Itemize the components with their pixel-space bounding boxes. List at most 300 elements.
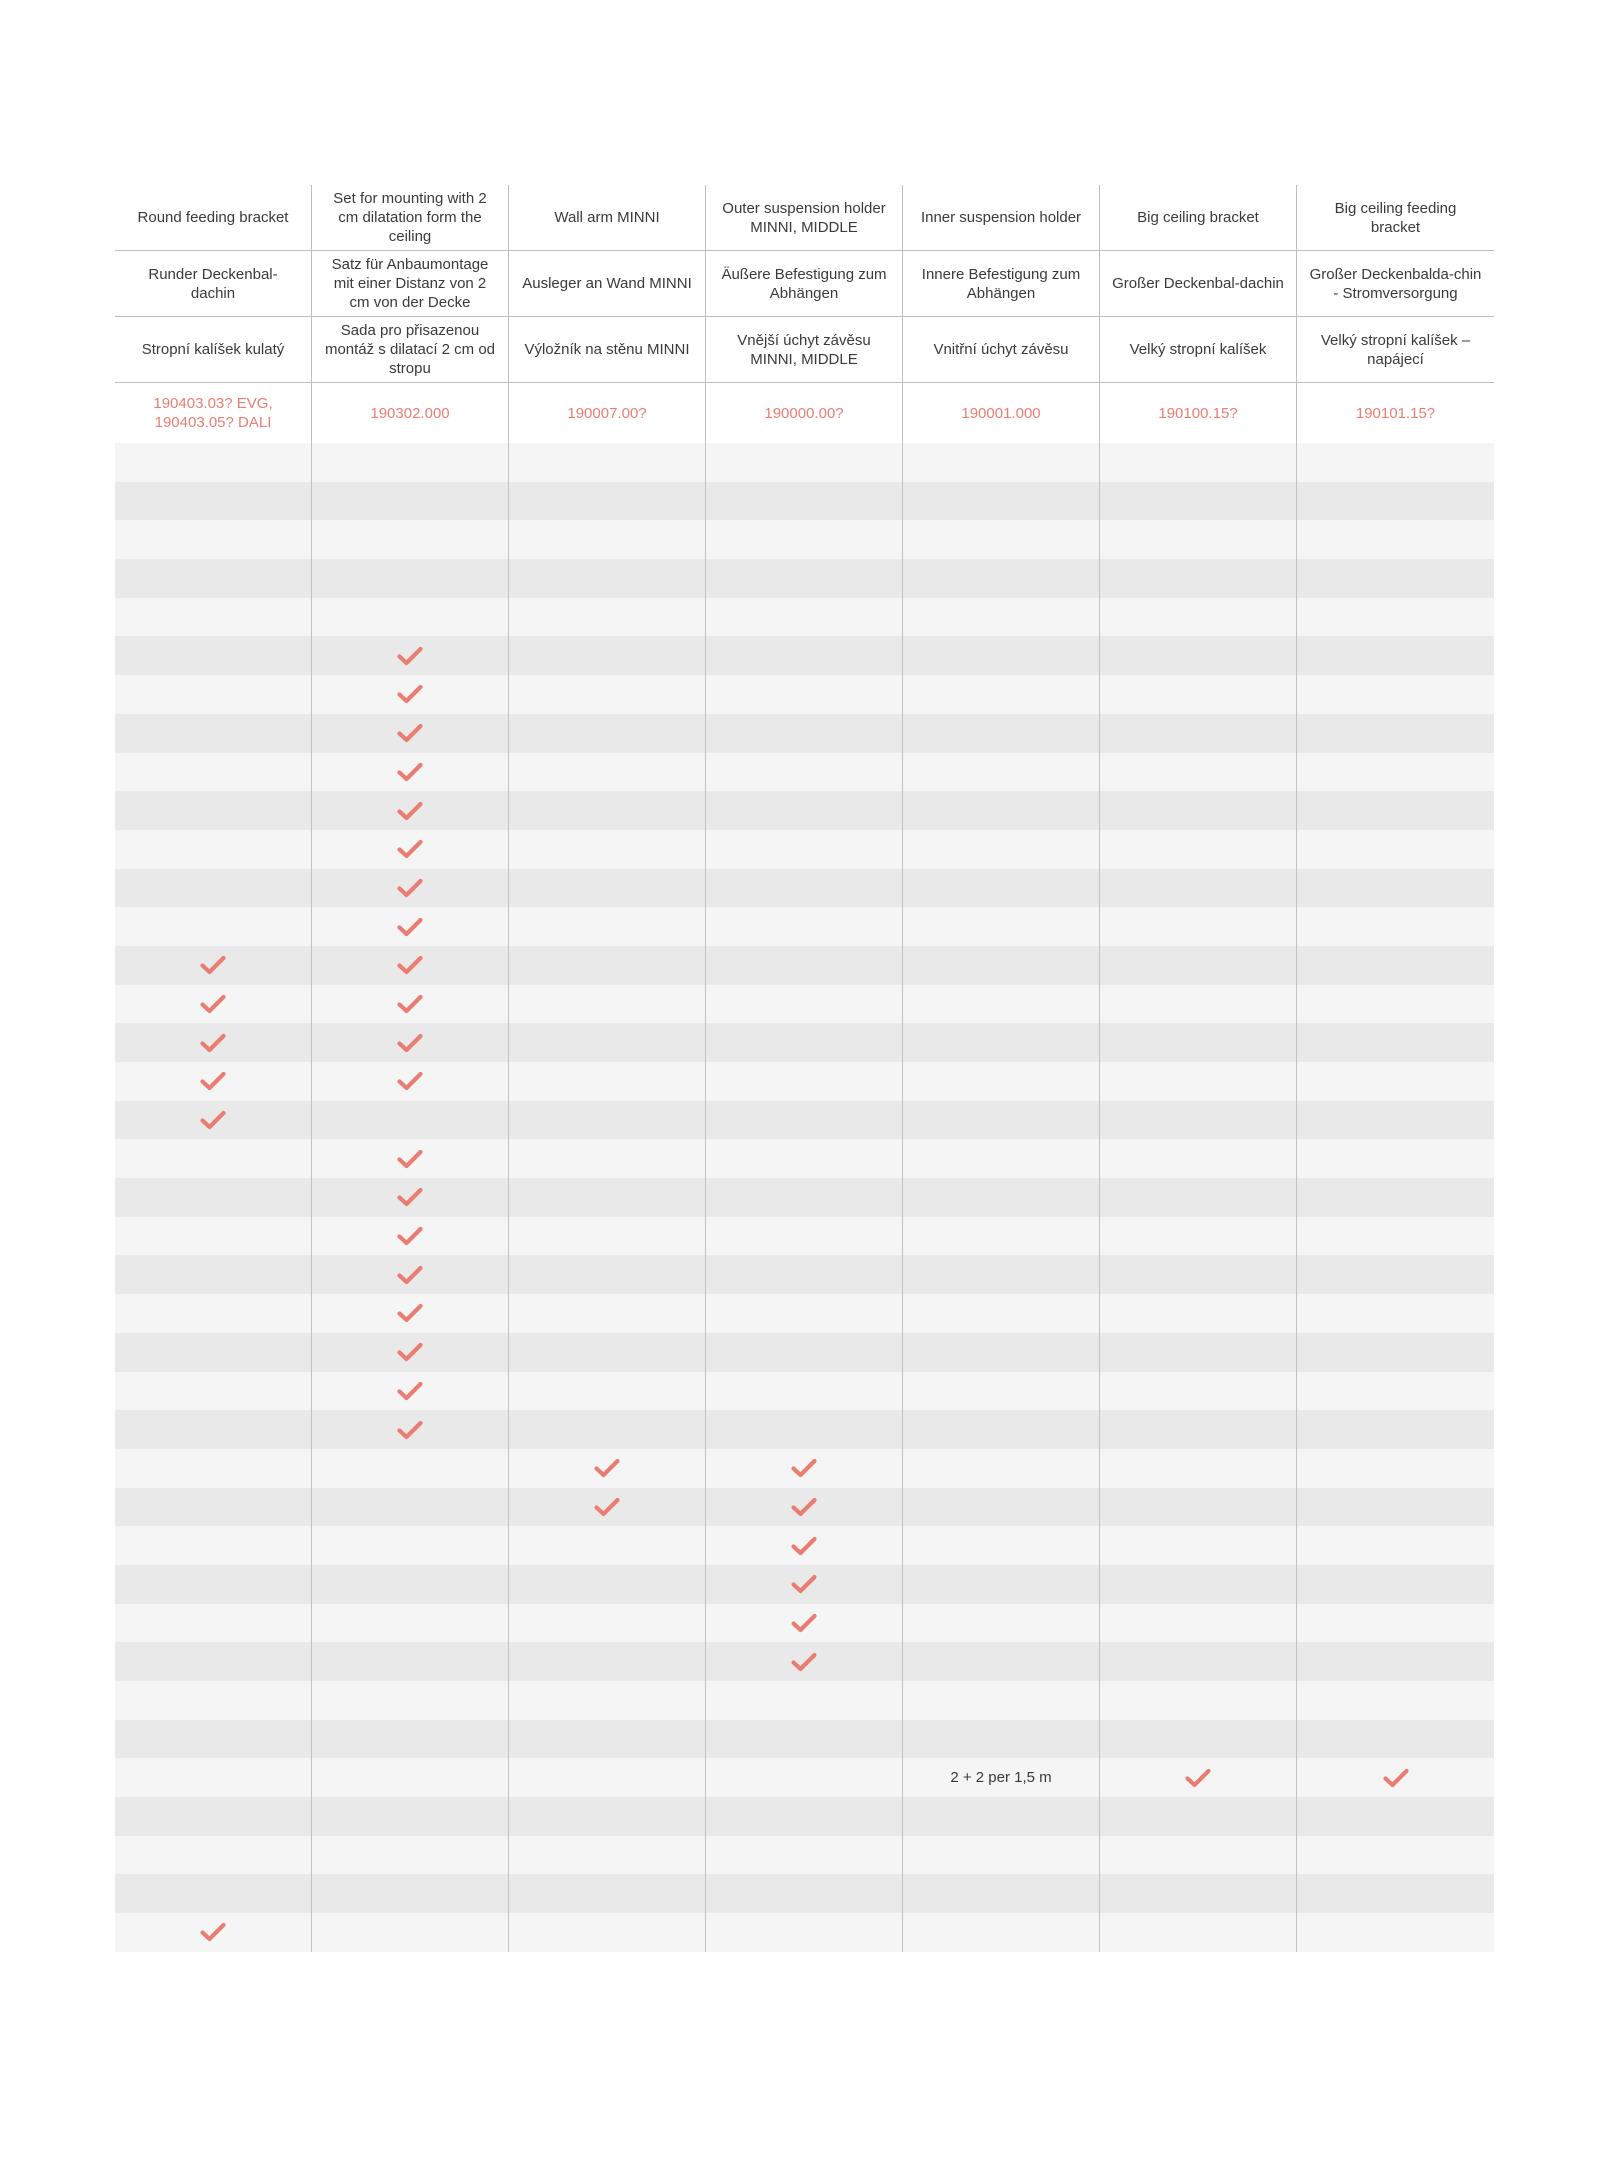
table-cell [706, 559, 903, 598]
table-row [115, 1333, 1494, 1372]
accessory-compatibility-table [115, 185, 1494, 1952]
table-cell [1100, 1488, 1297, 1527]
table-row [115, 1913, 1494, 1952]
header-cell: Velký stropní kalíšek – napájecí [1320, 331, 1471, 368]
table-cell [1297, 1836, 1494, 1875]
checkmark-icon [791, 1574, 817, 1594]
checkmark-icon [791, 1536, 817, 1556]
table-cell [509, 1797, 706, 1836]
table-cell [1297, 1101, 1494, 1140]
table-cell [312, 1294, 509, 1333]
table-cell [903, 1294, 1100, 1333]
checkmark-icon [397, 684, 423, 704]
table-cell [1297, 636, 1494, 675]
table-cell [312, 559, 509, 598]
table-cell [1100, 1758, 1297, 1797]
table-cell [903, 1526, 1100, 1565]
table-cell [312, 1913, 509, 1952]
table-cell [903, 1178, 1100, 1217]
table-cell [312, 907, 509, 946]
table-row [115, 1372, 1494, 1411]
table-row [115, 1565, 1494, 1604]
table-cell [312, 1178, 509, 1217]
table-cell [115, 520, 312, 559]
table-cell [509, 1836, 706, 1875]
table-cell [706, 1294, 903, 1333]
table-cell [706, 1488, 903, 1527]
table-cell [1297, 1178, 1494, 1217]
table-cell [903, 791, 1100, 830]
table-cell [1297, 1604, 1494, 1643]
table-cell [706, 1720, 903, 1759]
table-cell [312, 1836, 509, 1875]
table-cell [312, 1062, 509, 1101]
table-cell [509, 482, 706, 521]
table-row [115, 1874, 1494, 1913]
table-cell [903, 675, 1100, 714]
table-cell [1100, 1217, 1297, 1256]
table-cell [509, 714, 706, 753]
table-cell [903, 1836, 1100, 1875]
table-cell [903, 1139, 1100, 1178]
table-cell [509, 1217, 706, 1256]
table-cell [312, 791, 509, 830]
table-cell [115, 1720, 312, 1759]
table-cell [1100, 907, 1297, 946]
table-cell [312, 1758, 509, 1797]
table-cell [1297, 1294, 1494, 1333]
table-row [115, 1758, 1494, 1797]
table-cell [903, 1023, 1100, 1062]
table-row [115, 1797, 1494, 1836]
table-cell [115, 1062, 312, 1101]
table-cell [509, 1758, 706, 1797]
checkmark-icon [397, 839, 423, 859]
header-cell: Großer Deckenbalda-chin - Stromversorgung [1309, 265, 1482, 302]
table-cell [312, 985, 509, 1024]
table-cell [1100, 1372, 1297, 1411]
table-cell [1100, 1449, 1297, 1488]
table-cell [312, 753, 509, 792]
table-cell [509, 598, 706, 637]
table-cell [1297, 869, 1494, 908]
table-cell [903, 1255, 1100, 1294]
table-cell [706, 1797, 903, 1836]
checkmark-icon [397, 917, 423, 937]
table-cell [1297, 1758, 1494, 1797]
table-cell [706, 1604, 903, 1643]
table-cell [509, 636, 706, 675]
product-code: 190007.00? [509, 383, 706, 443]
table-row [115, 482, 1494, 521]
table-cell [706, 907, 903, 946]
table-cell [312, 482, 509, 521]
table-cell [706, 1836, 903, 1875]
table-cell [115, 1604, 312, 1643]
header-row-czech [115, 317, 1494, 383]
table-cell [706, 1449, 903, 1488]
table-cell [509, 559, 706, 598]
table-cell [903, 443, 1100, 482]
table-cell [1297, 907, 1494, 946]
table-cell [115, 1758, 312, 1797]
table-cell [115, 598, 312, 637]
table-cell [115, 714, 312, 753]
table-cell [1100, 1526, 1297, 1565]
table-cell [1100, 714, 1297, 753]
table-cell [1297, 1139, 1494, 1178]
header-cell: Wall arm MINNI [509, 185, 706, 250]
table-cell [1100, 1797, 1297, 1836]
table-row [115, 1410, 1494, 1449]
header-cell: Velký stropní kalíšek [1100, 317, 1297, 382]
table-row [115, 636, 1494, 675]
table-cell [509, 1488, 706, 1527]
checkmark-icon [397, 762, 423, 782]
table-cell [509, 1101, 706, 1140]
table-cell [1100, 1255, 1297, 1294]
table-cell [1100, 675, 1297, 714]
table-cell [706, 1217, 903, 1256]
table-cell [509, 907, 706, 946]
table-cell [509, 1604, 706, 1643]
table-cell [312, 636, 509, 675]
header-row-english [115, 185, 1494, 251]
table-cell [115, 1642, 312, 1681]
checkmark-icon [397, 723, 423, 743]
table-cell [706, 1642, 903, 1681]
table-cell [1297, 1913, 1494, 1952]
table-cell [115, 675, 312, 714]
table-cell [903, 869, 1100, 908]
table-cell [1100, 482, 1297, 521]
table-row [115, 598, 1494, 637]
table-cell [1297, 1720, 1494, 1759]
checkmark-icon [200, 1922, 226, 1942]
table-cell [312, 598, 509, 637]
table-cell [312, 1681, 509, 1720]
table-cell [706, 753, 903, 792]
table-cell [115, 753, 312, 792]
checkmark-icon [397, 1187, 423, 1207]
table-cell [706, 443, 903, 482]
table-cell [312, 1139, 509, 1178]
table-cell [1100, 1023, 1297, 1062]
table-cell [509, 1139, 706, 1178]
checkmark-icon [397, 1033, 423, 1053]
table-cell [1100, 946, 1297, 985]
table-cell [706, 791, 903, 830]
table-cell [706, 714, 903, 753]
table-cell [1297, 443, 1494, 482]
table-cell [706, 1062, 903, 1101]
header-cell: Stropní kalíšek kulatý [115, 317, 312, 382]
table-cell [706, 598, 903, 637]
table-cell [1100, 559, 1297, 598]
table-cell [1297, 482, 1494, 521]
header-cell: Ausleger an Wand MINNI [509, 251, 706, 316]
header-cell: Set for mounting with 2 cm dilatation form the ceiling [312, 185, 509, 250]
table-cell [903, 714, 1100, 753]
table-cell [509, 1526, 706, 1565]
table-cell [1100, 636, 1297, 675]
table-cell [706, 1372, 903, 1411]
table-cell [115, 443, 312, 482]
table-cell [706, 1023, 903, 1062]
table-cell [1297, 1642, 1494, 1681]
table-cell [115, 482, 312, 521]
table-cell [509, 1062, 706, 1101]
table-cell [903, 985, 1100, 1024]
table-cell [312, 1488, 509, 1527]
table-cell [903, 1642, 1100, 1681]
table-cell [706, 946, 903, 985]
checkmark-icon [397, 878, 423, 898]
table-cell [706, 1681, 903, 1720]
header-cell: Vnitřní úchyt závěsu [903, 317, 1100, 382]
table-cell [1100, 1836, 1297, 1875]
table-cell [903, 946, 1100, 985]
table-cell [115, 559, 312, 598]
table-cell [1297, 1217, 1494, 1256]
table-row [115, 1255, 1494, 1294]
table-cell [115, 1255, 312, 1294]
table-cell [903, 1913, 1100, 1952]
table-cell [706, 1758, 903, 1797]
table-cell [706, 1913, 903, 1952]
table-cell [1297, 1372, 1494, 1411]
table-cell [509, 1681, 706, 1720]
table-row [115, 1526, 1494, 1565]
table-cell [1100, 1913, 1297, 1952]
table-cell [312, 1023, 509, 1062]
table-cell [1297, 1449, 1494, 1488]
table-row [115, 1681, 1494, 1720]
table-cell [509, 1874, 706, 1913]
product-code: 190001.000 [903, 383, 1100, 443]
table-row [115, 1836, 1494, 1875]
checkmark-icon [397, 1303, 423, 1323]
table-cell [115, 1565, 312, 1604]
table-cell [903, 1101, 1100, 1140]
table-cell [115, 985, 312, 1024]
product-code: 190101.15? [1355, 404, 1436, 422]
table-cell [312, 1565, 509, 1604]
cell-note: 2 + 2 per 1,5 m [950, 1769, 1052, 1787]
table-cell [1100, 1178, 1297, 1217]
table-cell [312, 1101, 509, 1140]
product-code: 190100.15? [1100, 383, 1297, 443]
table-row [115, 1604, 1494, 1643]
table-cell [1297, 791, 1494, 830]
table-cell [706, 1526, 903, 1565]
product-code: 190302.000 [312, 383, 509, 443]
table-cell [312, 520, 509, 559]
header-cell: Vnější úchyt závěsu MINNI, MIDDLE [706, 317, 903, 382]
table-cell [1297, 714, 1494, 753]
checkmark-icon [200, 994, 226, 1014]
table-cell [115, 946, 312, 985]
table-row [115, 1294, 1494, 1333]
table-cell [903, 907, 1100, 946]
table-cell [312, 1874, 509, 1913]
table-cell [312, 1449, 509, 1488]
table-cell [115, 1372, 312, 1411]
table-row [115, 520, 1494, 559]
table-cell [1100, 1720, 1297, 1759]
checkmark-icon [791, 1652, 817, 1672]
table-cell [1297, 1681, 1494, 1720]
table-cell [312, 1604, 509, 1643]
header-cell: Äußere Befestigung zum Abhängen [706, 251, 903, 316]
product-code: 190000.00? [706, 383, 903, 443]
table-cell [903, 1758, 1100, 1797]
table-cell [115, 1023, 312, 1062]
table-cell [1100, 1604, 1297, 1643]
table-cell [312, 714, 509, 753]
checkmark-icon [397, 1226, 423, 1246]
table-row [115, 1062, 1494, 1101]
header-cell: Großer Deckenbal-dachin [1100, 251, 1297, 316]
header-cell: Runder Deckenbal-dachin [115, 251, 312, 316]
table-cell [115, 1488, 312, 1527]
header-cell: Sada pro přisazenou montáž s dilatací 2 cm od stropu [312, 317, 509, 382]
table-cell [1100, 869, 1297, 908]
table-cell [1297, 559, 1494, 598]
table-cell [706, 675, 903, 714]
table-cell [312, 1333, 509, 1372]
table-cell [1297, 1526, 1494, 1565]
table-cell [1297, 1410, 1494, 1449]
table-row [115, 1217, 1494, 1256]
checkmark-icon [397, 955, 423, 975]
table-cell [312, 1372, 509, 1411]
table-cell [903, 1681, 1100, 1720]
table-row [115, 753, 1494, 792]
table-cell [706, 1410, 903, 1449]
table-cell [1297, 598, 1494, 637]
table-cell [509, 1333, 706, 1372]
table-cell [1297, 830, 1494, 869]
checkmark-icon [397, 1071, 423, 1091]
table-cell [706, 520, 903, 559]
table-cell [312, 1410, 509, 1449]
table-cell [115, 1449, 312, 1488]
checkmark-icon [791, 1458, 817, 1478]
table-cell [1100, 1062, 1297, 1101]
table-cell [1100, 1139, 1297, 1178]
table-row [115, 907, 1494, 946]
table-cell [903, 1874, 1100, 1913]
table-cell [1297, 1488, 1494, 1527]
checkmark-icon [397, 801, 423, 821]
table-cell [509, 753, 706, 792]
checkmark-icon [791, 1497, 817, 1517]
table-cell [903, 753, 1100, 792]
table-cell [509, 1372, 706, 1411]
table-cell [312, 675, 509, 714]
table-cell [903, 1372, 1100, 1411]
product-code: 190403.03? EVG, 190403.05? DALI [115, 383, 312, 443]
table-cell [1100, 1565, 1297, 1604]
table-cell [706, 636, 903, 675]
checkmark-icon [1383, 1768, 1409, 1788]
table-cell [115, 636, 312, 675]
table-cell [509, 1913, 706, 1952]
checkmark-icon [200, 1110, 226, 1130]
table-cell [1297, 1797, 1494, 1836]
table-cell [903, 1720, 1100, 1759]
table-cell [1297, 753, 1494, 792]
table-cell [115, 1410, 312, 1449]
table-cell [1100, 753, 1297, 792]
table-cell [706, 1101, 903, 1140]
table-cell [509, 1642, 706, 1681]
product-code-row [115, 383, 1494, 443]
table-cell [1297, 1333, 1494, 1372]
table-row [115, 791, 1494, 830]
table-cell [115, 791, 312, 830]
table-cell [706, 482, 903, 521]
table-cell [115, 1101, 312, 1140]
table-cell [706, 1874, 903, 1913]
checkmark-icon [594, 1497, 620, 1517]
table-cell [115, 1797, 312, 1836]
checkmark-icon [200, 1033, 226, 1053]
table-cell [903, 1604, 1100, 1643]
table-cell [706, 1333, 903, 1372]
table-cell [903, 1797, 1100, 1836]
table-row [115, 559, 1494, 598]
checkmark-icon [200, 955, 226, 975]
table-cell [509, 985, 706, 1024]
table-cell [1100, 1333, 1297, 1372]
table-cell [312, 869, 509, 908]
table-cell [1297, 1874, 1494, 1913]
table-cell [312, 1720, 509, 1759]
table-cell [509, 1178, 706, 1217]
table-cell [903, 1217, 1100, 1256]
table-cell [115, 1526, 312, 1565]
table-cell [706, 1255, 903, 1294]
table-cell [509, 675, 706, 714]
checkmark-icon [397, 1265, 423, 1285]
table-cell [509, 830, 706, 869]
checkmark-icon [1185, 1768, 1211, 1788]
table-cell [509, 1023, 706, 1062]
table-row [115, 946, 1494, 985]
table-cell [1100, 1410, 1297, 1449]
table-cell [312, 1217, 509, 1256]
table-cell [115, 1178, 312, 1217]
table-cell [903, 830, 1100, 869]
table-cell [312, 1526, 509, 1565]
table-cell [509, 946, 706, 985]
table-cell [509, 1255, 706, 1294]
table-cell [509, 520, 706, 559]
table-cell [706, 1565, 903, 1604]
table-cell [706, 985, 903, 1024]
header-cell: Big ceiling feeding bracket [1334, 199, 1457, 236]
header-cell: Innere Befestigung zum Abhängen [903, 251, 1100, 316]
table-row [115, 985, 1494, 1024]
table-cell [115, 1913, 312, 1952]
table-row [115, 1178, 1494, 1217]
table-row [115, 1449, 1494, 1488]
checkmark-icon [791, 1613, 817, 1633]
table-cell [1100, 985, 1297, 1024]
checkmark-icon [200, 1071, 226, 1091]
